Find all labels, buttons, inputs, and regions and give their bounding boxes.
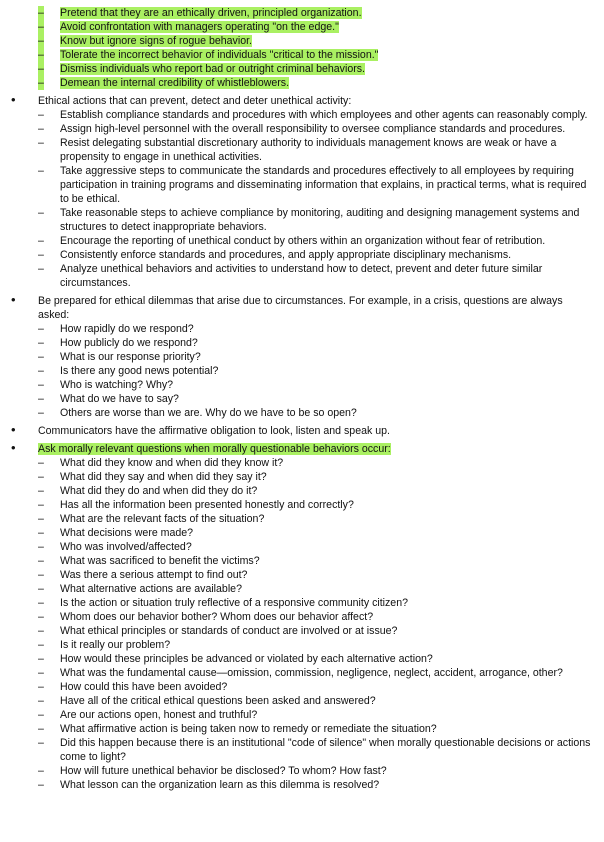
dash-icon: – [38, 109, 44, 121]
bullet-item [0, 294, 604, 322]
sub-item [0, 62, 604, 76]
dash-icon: – [38, 235, 44, 247]
sub-item-text: What do we have to say? [60, 393, 179, 405]
sub-item-text: What did they do and when did they do it? [60, 485, 258, 497]
sub-item-text: Who is watching? Why? [60, 379, 174, 391]
sub-item-text: Take aggressive steps to communicate the standards and procedures effectively to all employees by requiring participation in training programs and disseminating information that explains, in practical terms, what is required to be ethical. [60, 165, 587, 205]
sub-item [0, 694, 604, 708]
sub-item [0, 638, 604, 652]
sub-item [0, 778, 604, 792]
dash-icon: – [38, 555, 44, 567]
dash-icon: – [38, 541, 44, 553]
sub-item-text: Whom does our behavior bother? Whom does our behavior affect? [60, 611, 374, 623]
sub-item-text: Have all of the critical ethical questions been asked and answered? [60, 695, 376, 707]
sub-item-text: How rapidly do we respond? [60, 323, 194, 335]
sub-item-text: What was sacrificed to benefit the victims? [60, 555, 260, 567]
dash-icon: – [38, 513, 44, 525]
sub-item-text: How could this have been avoided? [60, 681, 228, 693]
dash-icon: – [38, 7, 44, 19]
sub-item [0, 136, 604, 164]
sub-item [0, 526, 604, 540]
bullet-item [0, 442, 604, 456]
dash-icon: – [38, 21, 44, 33]
sub-item [0, 206, 604, 234]
sub-item [0, 498, 604, 512]
sub-item-text: Are our actions open, honest and truthful? [60, 709, 258, 721]
bullet-icon: • [11, 422, 16, 437]
dash-icon: – [38, 667, 44, 679]
sub-item-text: Establish compliance standards and procedures with which employees and other agents can reasonably comply. [60, 109, 588, 121]
sub-item [0, 680, 604, 694]
bullet-item [0, 94, 604, 108]
sub-item [0, 234, 604, 248]
dash-icon: – [38, 569, 44, 581]
sub-item-text: What did they say and when did they say it? [60, 471, 267, 483]
sub-item [0, 378, 604, 392]
sub-item [0, 164, 604, 206]
sub-item-text: Who was involved/affected? [60, 541, 192, 553]
sub-item [0, 34, 604, 48]
dash-icon: – [38, 323, 44, 335]
dash-icon: – [38, 485, 44, 497]
sub-item [0, 108, 604, 122]
sub-item-text: What are the relevant facts of the situation? [60, 513, 265, 525]
sub-item [0, 76, 604, 90]
dash-icon: – [38, 695, 44, 707]
sub-item [0, 666, 604, 680]
sub-item [0, 582, 604, 596]
bullet-icon: • [11, 92, 16, 107]
sub-item-text: Is it really our problem? [60, 639, 171, 651]
dash-icon: – [38, 337, 44, 349]
dash-icon: – [38, 779, 44, 791]
sub-item-text: How would these principles be advanced or violated by each alternative action? [60, 653, 433, 665]
bullet-text: Ethical actions that can prevent, detect and deter unethical activity: [38, 95, 352, 107]
sub-item [0, 406, 604, 420]
sub-item [0, 568, 604, 582]
sub-item-text: What lesson can the organization learn as this dilemma is resolved? [60, 779, 380, 791]
sub-item [0, 736, 604, 764]
sub-item-text: How will future unethical behavior be disclosed? To whom? How fast? [60, 765, 387, 777]
dash-icon: – [38, 527, 44, 539]
sub-item-text: Did this happen because there is an institutional "code of silence" when morally questionable decisions or actions come to light? [60, 737, 591, 763]
bullet-text: Ask morally relevant questions when morally questionable behaviors occur: [38, 443, 391, 455]
dash-icon: – [38, 723, 44, 735]
dash-icon: – [38, 165, 44, 177]
sub-item-text: Tolerate the incorrect behavior of individuals "critical to the mission." [60, 49, 379, 61]
dash-icon: – [38, 611, 44, 623]
sub-item-text: Resist delegating substantial discretionary authority to individuals management knows are weak or have a propensity to engage in unethical activities. [60, 137, 557, 163]
sub-item-text: Is there any good news potential? [60, 365, 219, 377]
sub-item [0, 610, 604, 624]
sub-item [0, 350, 604, 364]
dash-icon: – [38, 583, 44, 595]
sub-item [0, 554, 604, 568]
dash-icon: – [38, 123, 44, 135]
sub-item-text: Demean the internal credibility of whistleblowers. [60, 77, 290, 89]
sub-item-text: Was there a serious attempt to find out? [60, 569, 248, 581]
sub-item-text: Take reasonable steps to achieve compliance by monitoring, auditing and designing management systems and structures to detect inappropriate behaviors. [60, 207, 580, 233]
sub-item [0, 122, 604, 136]
sub-item-text: What affirmative action is being taken now to remedy or remediate the situation? [60, 723, 437, 735]
sub-item [0, 392, 604, 406]
sub-item [0, 262, 604, 290]
dash-icon: – [38, 263, 44, 275]
dash-icon: – [38, 653, 44, 665]
dash-icon: – [38, 49, 44, 61]
sub-item [0, 6, 604, 20]
sub-item-text: What alternative actions are available? [60, 583, 242, 595]
bullet-text: Communicators have the affirmative obligation to look, listen and speak up. [38, 425, 390, 437]
sub-item [0, 722, 604, 736]
bullet-text: Be prepared for ethical dilemmas that arise due to circumstances. For example, in a crisis, questions are always asked: [38, 295, 563, 321]
dash-icon: – [38, 63, 44, 75]
sub-item-text: Pretend that they are an ethically driven, principled organization. [60, 7, 362, 19]
sub-item-text: What did they know and when did they know it? [60, 457, 284, 469]
sub-item [0, 322, 604, 336]
dash-icon: – [38, 351, 44, 363]
sub-item-text: Know but ignore signs of rogue behavior. [60, 35, 252, 47]
bullet-item [0, 424, 604, 438]
sub-item-text: What was the fundamental cause—omission, commission, negligence, neglect, accident, arrogance, other? [60, 667, 563, 679]
dash-icon: – [38, 765, 44, 777]
dash-icon: – [38, 393, 44, 405]
sub-item [0, 540, 604, 554]
dash-icon: – [38, 709, 44, 721]
dash-icon: – [38, 639, 44, 651]
dash-icon: – [38, 249, 44, 261]
sub-item-text: Assign high-level personnel with the overall responsibility to oversee compliance standards and procedures. [60, 123, 566, 135]
sub-item [0, 764, 604, 778]
sub-item [0, 456, 604, 470]
sub-item-text: Avoid confrontation with managers operating "on the edge." [60, 21, 339, 33]
sub-item-text: How publicly do we respond? [60, 337, 198, 349]
sub-item-text: Dismiss individuals who report bad or outright criminal behaviors. [60, 63, 365, 75]
sub-item [0, 248, 604, 262]
dash-icon: – [38, 499, 44, 511]
dash-icon: – [38, 471, 44, 483]
sub-item-text: What decisions were made? [60, 527, 194, 539]
dash-icon: – [38, 379, 44, 391]
dash-icon: – [38, 207, 44, 219]
dash-icon: – [38, 597, 44, 609]
bullet-icon: • [11, 440, 16, 455]
sub-item [0, 708, 604, 722]
sub-item-text: Is the action or situation truly reflective of a responsive community citizen? [60, 597, 408, 609]
dash-icon: – [38, 35, 44, 47]
bullet-icon: • [11, 292, 16, 307]
dash-icon: – [38, 365, 44, 377]
sub-item [0, 20, 604, 34]
sub-item-text: Analyze unethical behaviors and activities to understand how to detect, prevent and deter future similar circumstances. [60, 263, 543, 289]
sub-item [0, 596, 604, 610]
dash-icon: – [38, 77, 44, 89]
dash-icon: – [38, 681, 44, 693]
sub-item-text: Others are worse than we are. Why do we have to be so open? [60, 407, 357, 419]
sub-item [0, 336, 604, 350]
dash-icon: – [38, 737, 44, 749]
sub-item [0, 364, 604, 378]
sub-item-text: What ethical principles or standards of conduct are involved or at issue? [60, 625, 398, 637]
sub-item-text: Encourage the reporting of unethical conduct by others within an organization without fear of retribution. [60, 235, 546, 247]
dash-icon: – [38, 407, 44, 419]
sub-item [0, 624, 604, 638]
sub-item [0, 484, 604, 498]
document-body [0, 6, 604, 792]
sub-item [0, 512, 604, 526]
sub-item-text: Has all the information been presented honestly and correctly? [60, 499, 354, 511]
sub-item-text: Consistently enforce standards and procedures, and apply appropriate disciplinary mechanisms. [60, 249, 512, 261]
sub-item [0, 48, 604, 62]
dash-icon: – [38, 137, 44, 149]
sub-item [0, 470, 604, 484]
sub-item [0, 652, 604, 666]
dash-icon: – [38, 625, 44, 637]
sub-item-text: What is our response priority? [60, 351, 201, 363]
dash-icon: – [38, 457, 44, 469]
